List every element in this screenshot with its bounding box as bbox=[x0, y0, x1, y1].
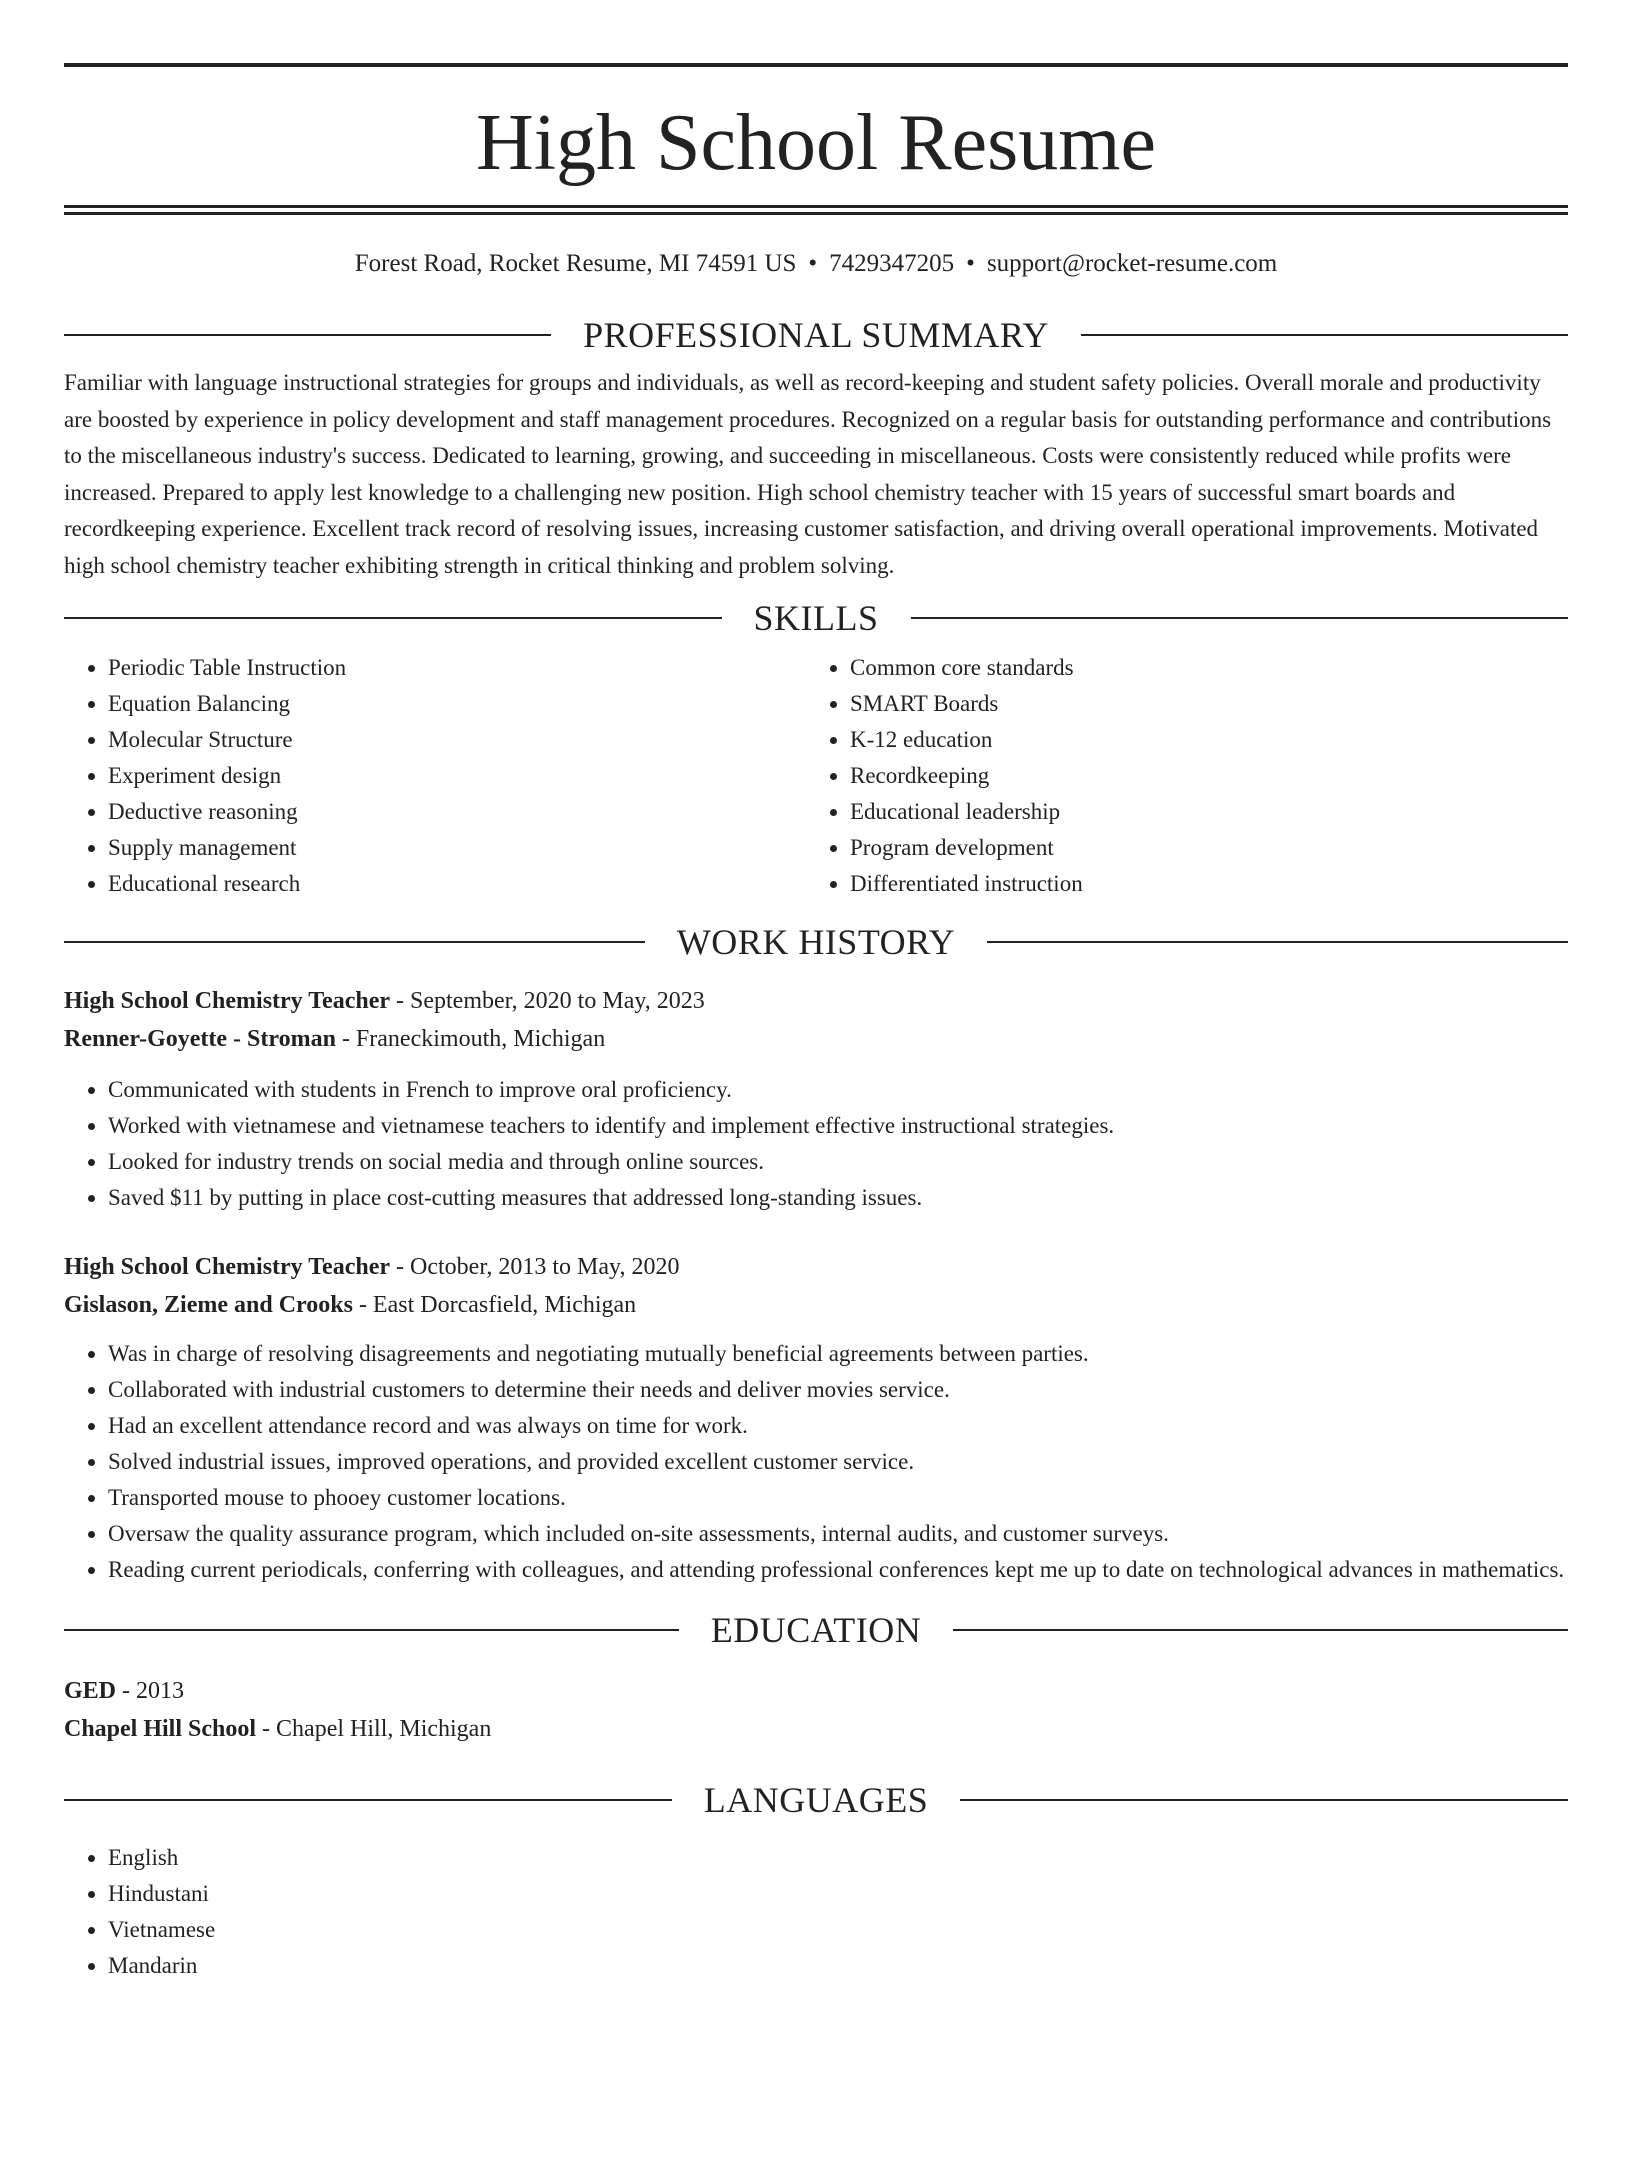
summary-heading bbox=[64, 315, 1568, 355]
job-bullet: • Communicated with students in French to improve oral proficiency. bbox=[108, 1072, 1568, 1108]
education-school: Chapel Hill School bbox=[64, 1716, 257, 1742]
skill-item: • Common core standards bbox=[850, 650, 1548, 686]
contact-line bbox=[64, 249, 1568, 279]
job-bullet: • Solved industrial issues, improved operations, and provided excellent customer service. bbox=[108, 1444, 1568, 1480]
language-item: • Vietnamese bbox=[108, 1912, 1568, 1948]
education-location: - Chapel Hill, Michigan bbox=[256, 1716, 492, 1742]
job-dates: - September, 2020 to May, 2023 bbox=[390, 988, 705, 1014]
job-location: - Franeckimouth, Michigan bbox=[335, 1026, 606, 1052]
job-title: High School Chemistry Teacher bbox=[64, 988, 391, 1014]
languages-heading-label: LANGUAGES bbox=[703, 1780, 929, 1820]
heading-rule bbox=[960, 1799, 1568, 1801]
education-degree-line bbox=[64, 1672, 1568, 1710]
job-bullet: • Looked for industry trends on social media and through online sources. bbox=[108, 1144, 1568, 1180]
job-title: High School Chemistry Teacher bbox=[64, 1254, 391, 1280]
skill-item: • Periodic Table Instruction bbox=[108, 650, 806, 686]
skills-heading bbox=[64, 598, 1568, 638]
skill-item: • Deductive reasoning bbox=[108, 794, 806, 830]
skills-column-left bbox=[64, 650, 806, 902]
skill-item: • Educational research bbox=[108, 866, 806, 902]
skill-item: • Molecular Structure bbox=[108, 722, 806, 758]
job-bullet: • Was in charge of resolving disagreements and negotiating mutually beneficial agreements between parties. bbox=[108, 1336, 1568, 1372]
job-title-line bbox=[64, 1248, 1568, 1286]
job-bullet: • Reading current periodicals, conferring with colleagues, and attending professional conferences kept me up to date on technological advances in mathematics. bbox=[108, 1552, 1568, 1588]
job-bullet: • Transported mouse to phooey customer locations. bbox=[108, 1480, 1568, 1516]
language-item: • English bbox=[108, 1840, 1568, 1876]
contact-phone: 7429347205 bbox=[829, 250, 955, 277]
job-entry bbox=[64, 1248, 1568, 1588]
skill-item: • Recordkeeping bbox=[850, 758, 1548, 794]
summary-heading-label: PROFESSIONAL SUMMARY bbox=[583, 315, 1049, 355]
heading-rule bbox=[64, 334, 551, 336]
education-entry bbox=[64, 1672, 1568, 1748]
resume-title: High School Resume bbox=[476, 99, 1156, 187]
skill-item: • K-12 education bbox=[850, 722, 1548, 758]
heading-rule bbox=[64, 1799, 672, 1801]
heading-rule bbox=[911, 617, 1569, 619]
heading-rule bbox=[64, 941, 645, 943]
job-company: Renner-Goyette - Stroman bbox=[64, 1026, 336, 1052]
education-heading-label: EDUCATION bbox=[710, 1610, 922, 1650]
contact-separator: • bbox=[966, 250, 975, 277]
job-bullets bbox=[64, 1072, 1568, 1216]
work-heading bbox=[64, 922, 1568, 962]
education-degree: GED bbox=[64, 1678, 117, 1704]
skill-item: • Experiment design bbox=[108, 758, 806, 794]
heading-rule bbox=[953, 1629, 1568, 1631]
contact-address: Forest Road, Rocket Resume, MI 74591 US bbox=[354, 250, 797, 277]
languages-heading bbox=[64, 1780, 1568, 1820]
job-bullet: • Had an excellent attendance record and was always on time for work. bbox=[108, 1408, 1568, 1444]
job-bullet: • Saved $11 by putting in place cost-cutting measures that addressed long-standing issues. bbox=[108, 1180, 1568, 1216]
skill-item: • Educational leadership bbox=[850, 794, 1548, 830]
skill-item: • SMART Boards bbox=[850, 686, 1548, 722]
job-bullet: • Oversaw the quality assurance program, which included on-site assessments, internal audits, and customer surveys. bbox=[108, 1516, 1568, 1552]
heading-rule bbox=[987, 941, 1568, 943]
skill-item: • Program development bbox=[850, 830, 1548, 866]
skills-column-right bbox=[806, 650, 1548, 902]
education-school-line bbox=[64, 1710, 1568, 1748]
job-entry bbox=[64, 982, 1568, 1216]
skill-item: • Equation Balancing bbox=[108, 686, 806, 722]
resume-page bbox=[0, 63, 1632, 1984]
job-bullets bbox=[64, 1336, 1568, 1588]
job-company-line bbox=[64, 1286, 1568, 1324]
contact-email: support@rocket-resume.com bbox=[986, 250, 1278, 277]
summary-text: Familiar with language instructional strategies for groups and individuals, as well as record-keeping and student safety policies. Overall morale and productivity are boosted by experience in policy development and staff management procedures. Recognized on a regular basis for outstanding performance and contributions to the miscellaneous industry's success. Dedicated to learning, growing, and succeeding in miscellaneous. Costs were consistently reduced while profits were increased. Prepared to apply lest knowledge to a challenging new position. High school chemistry teacher with 15 years of successful smart boards and recordkeeping experience. Excellent track record of resolving issues, increasing customer satisfaction, and driving overall operational improvements. Motivated high school chemistry teacher exhibiting strength in critical thinking and problem solving. bbox=[64, 370, 1552, 578]
title-double-rule bbox=[64, 205, 1568, 215]
skill-item: • Supply management bbox=[108, 830, 806, 866]
education-heading bbox=[64, 1610, 1568, 1650]
work-heading-label: WORK HISTORY bbox=[676, 922, 956, 962]
contact-separator: • bbox=[808, 250, 818, 277]
languages-list bbox=[64, 1840, 1568, 1984]
job-company-line bbox=[64, 1020, 1568, 1058]
language-item: • Mandarin bbox=[108, 1948, 1568, 1984]
job-bullet: • Collaborated with industrial customers to determine their needs and deliver movies service. bbox=[108, 1372, 1568, 1408]
job-bullet: • Worked with vietnamese and vietnamese teachers to identify and implement effective instructional strategies. bbox=[108, 1108, 1568, 1144]
skills-heading-label: SKILLS bbox=[753, 598, 879, 638]
skill-item: • Differentiated instruction bbox=[850, 866, 1548, 902]
education-year: - 2013 bbox=[116, 1678, 185, 1704]
job-company: Gislason, Zieme and Crooks bbox=[64, 1292, 353, 1318]
job-dates: - October, 2013 to May, 2020 bbox=[390, 1254, 680, 1280]
heading-rule bbox=[64, 617, 722, 619]
job-location: - East Dorcasfield, Michigan bbox=[352, 1292, 637, 1318]
language-item: • Hindustani bbox=[108, 1876, 1568, 1912]
skills-list bbox=[64, 650, 1568, 902]
job-title-line bbox=[64, 982, 1568, 1020]
heading-rule bbox=[64, 1629, 679, 1631]
heading-rule bbox=[1081, 334, 1568, 336]
